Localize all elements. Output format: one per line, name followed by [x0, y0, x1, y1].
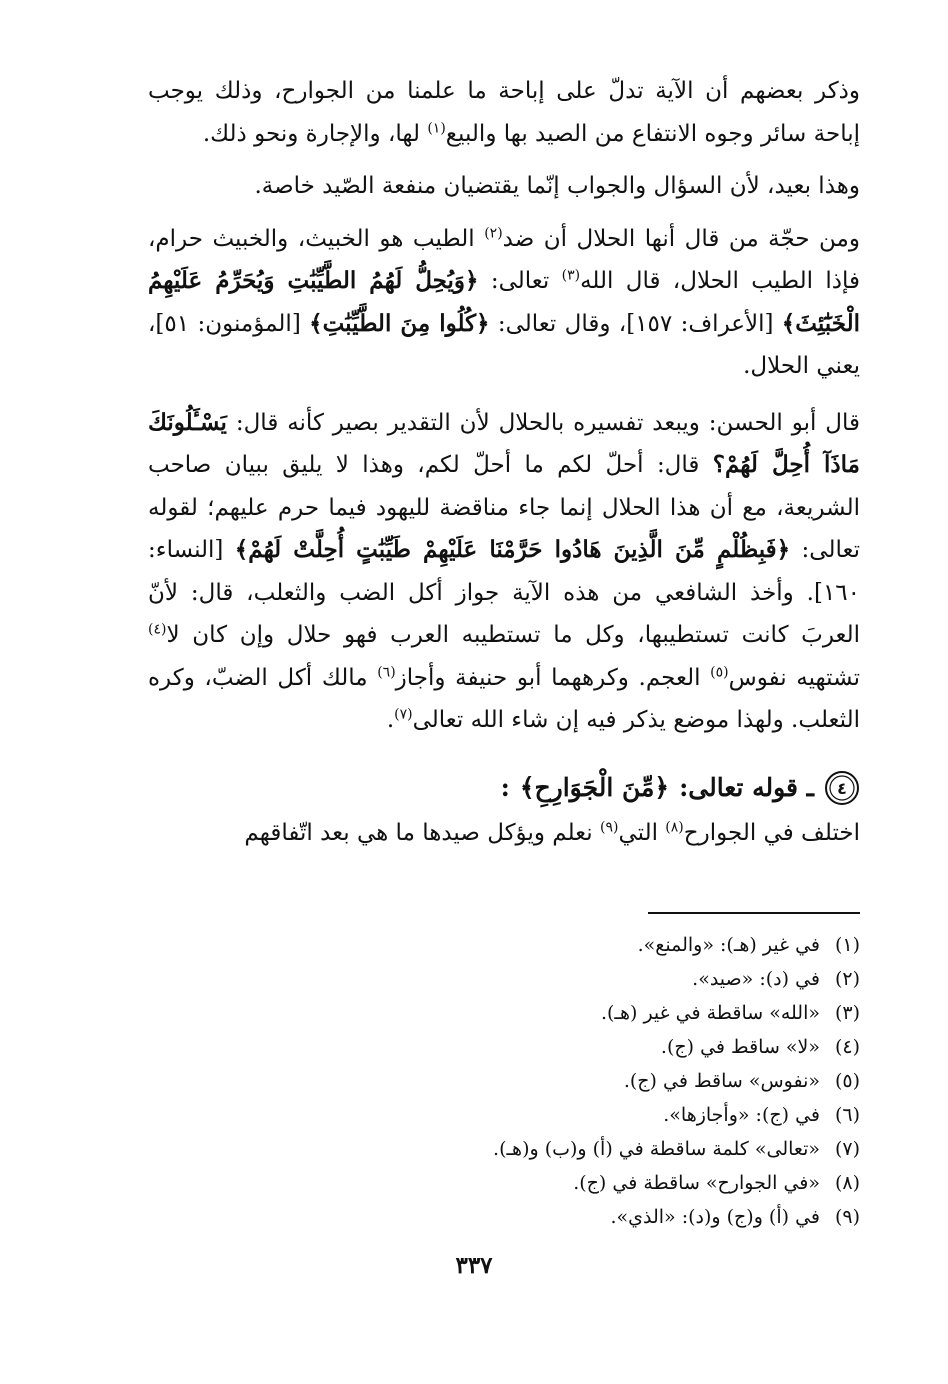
footnote-marker: (١)	[427, 119, 446, 136]
paragraph-2	[148, 165, 860, 208]
footnote-text: في (ج): «وأجازها».	[663, 1104, 820, 1126]
text-segment: وهذا بعيد، لأن السؤال والجواب إنّما يقتضيان منفعة الصّيد خاصة.	[254, 173, 860, 199]
paragraph-1	[148, 70, 860, 155]
footnote-text: «نفوس» ساقط في (ج).	[623, 1070, 820, 1092]
footnote-item	[160, 962, 860, 996]
paragraph-last	[148, 812, 860, 855]
footnote-divider	[648, 912, 860, 914]
footnote-number: (١)	[834, 934, 860, 956]
footnote-marker: (٣)	[561, 267, 581, 284]
footnote-item	[160, 1166, 860, 1200]
footnote-item	[160, 928, 860, 962]
footnote-number: (٣)	[834, 1002, 860, 1024]
text-segment: [الأعراف: ١٥٧]، وقال تعالى:	[489, 310, 782, 337]
footnote-number: (٦)	[834, 1104, 860, 1126]
footnote-marker: (٦)	[377, 663, 396, 680]
text-segment: نعلم ويؤكل صيدها ما هي بعد اتّفاقهم	[244, 819, 600, 846]
text-segment: تعالى:	[478, 268, 562, 294]
text-segment: التي	[618, 819, 666, 846]
text-segment: لها، والإجارة ونحو ذلك.	[202, 120, 428, 147]
footnote-text: «في الجوارح» ساقطة في (ج).	[573, 1172, 820, 1194]
footnote-text: «لا» ساقط في (ج).	[660, 1036, 820, 1058]
section-number: ٤	[837, 778, 847, 798]
footnote-number: (٩)	[834, 1206, 860, 1228]
quran-verse: ﴿وَيُحِلُّ لَهُمُ الطَّيِّبَٰتِ وَيُحَرِّمُ عَلَيْهِمُ الْخَبَٰٓئِثَ﴾	[148, 267, 860, 337]
quran-verse: يَسْـَٔلُونَكَ مَاذَآ أُحِلَّ لَهُمْ؟	[148, 408, 860, 478]
footnote-marker: (٧)	[394, 706, 413, 723]
footnote-item	[160, 1200, 860, 1234]
footnote-marker: (٢)	[484, 224, 503, 241]
footnote-text: في (د): «صيد».	[692, 968, 820, 990]
footnote-marker: (٩)	[600, 818, 619, 835]
footnote-marker: (٨)	[665, 818, 684, 835]
section-prefix: ـ قوله تعالى:	[679, 772, 814, 802]
text-segment: ومن حجّة من قال أنها الحلال أن ضد	[502, 225, 860, 252]
text-segment: وذكر بعضهم أن الآية تدلّ على إباحة ما علمنا من الجوارح، وذلك يوجب إباحة سائر وجوه الانتفاع من الصيد بها والبيع	[148, 78, 860, 147]
text-segment: [النساء: ١٦٠]. وأخذ الشافعي من هذه الآية جواز أكل الضب والثعلب، قال: لأنّ العربَ كانت تستطيبها، وكل ما تستطيبه العرب فهو حلال وإن كان لا	[148, 537, 860, 648]
footnote-number: (٧)	[834, 1138, 860, 1160]
footnote-number: (٤)	[834, 1036, 860, 1058]
footnote-number: (٥)	[834, 1070, 860, 1092]
footnote-item	[160, 1064, 860, 1098]
section-number-badge-icon	[824, 770, 860, 806]
text-segment: تشتهيه نفوس	[728, 664, 860, 691]
footnote-text: «تعالى» كلمة ساقطة في (أ) و(ب) و(هـ).	[493, 1138, 820, 1160]
text-segment: قال أبو الحسن: ويبعد تفسيره بالحلال لأن التقدير بصير كأنه قال:	[226, 409, 860, 436]
footnote-marker: (٤)	[148, 621, 167, 638]
quran-verse: ﴿فَبِظُلْمٍ مِّنَ الَّذِينَ هَادُوا حَرَّمْنَا عَلَيْهِمْ طَيِّبَٰتٍ أُحِلَّتْ لَهُمْ﴾	[234, 536, 791, 563]
footnote-marker: (٥)	[710, 663, 729, 680]
footnote-item	[160, 1098, 860, 1132]
footnote-number: (٨)	[834, 1172, 860, 1194]
paragraph-3	[148, 218, 860, 388]
quran-verse: ﴿كُلُوا مِنَ الطَّيِّبَٰتِ﴾	[309, 309, 490, 337]
section-verse: ﴿مِّنَ الْجَوَارِحِ﴾	[519, 772, 670, 802]
text-segment: الطيب هو الخبيث، والخبيث حرام، فإذا الطيب الحلال، قال الله	[148, 225, 860, 294]
footnote-text: في غير (هـ): «والمنع».	[637, 934, 820, 956]
text-segment: اختلف في الجوارح	[683, 819, 860, 846]
text-segment: قال: أحلّ لكم ما أحلّ لكم، وهذا لا يليق ببيان صاحب الشريعة، مع أن هذا الحلال إنما جاء مناقضة لليهود فيما حرم عليهم؛ لقوله تعالى:	[148, 452, 860, 563]
footnote-text: «الله» ساقطة في غير (هـ).	[600, 1002, 820, 1024]
text-segment: مالك أكل الضبّ، وكره الثعلب. ولهذا موضع يذكر فيه إن شاء الله تعالى	[148, 664, 860, 733]
text-segment: .	[386, 707, 395, 733]
section-heading	[148, 764, 860, 812]
footnote-item	[160, 1132, 860, 1166]
footnote-item	[160, 996, 860, 1030]
paragraph-4	[148, 402, 860, 742]
section-suffix: :	[500, 772, 510, 802]
footnote-item	[160, 1030, 860, 1064]
page-number: ٣٣٧	[455, 1252, 493, 1279]
footnote-number: (٢)	[834, 968, 860, 990]
text-segment: [المؤمنون: ٥١]، يعني الحلال.	[148, 310, 860, 379]
main-text	[148, 70, 860, 854]
footnote-text: في (أ) و(ج) و(د): «الذي».	[610, 1206, 820, 1228]
footnotes	[160, 928, 860, 1234]
text-segment: العجم. وكرههما أبو حنيفة وأجاز	[395, 664, 711, 691]
